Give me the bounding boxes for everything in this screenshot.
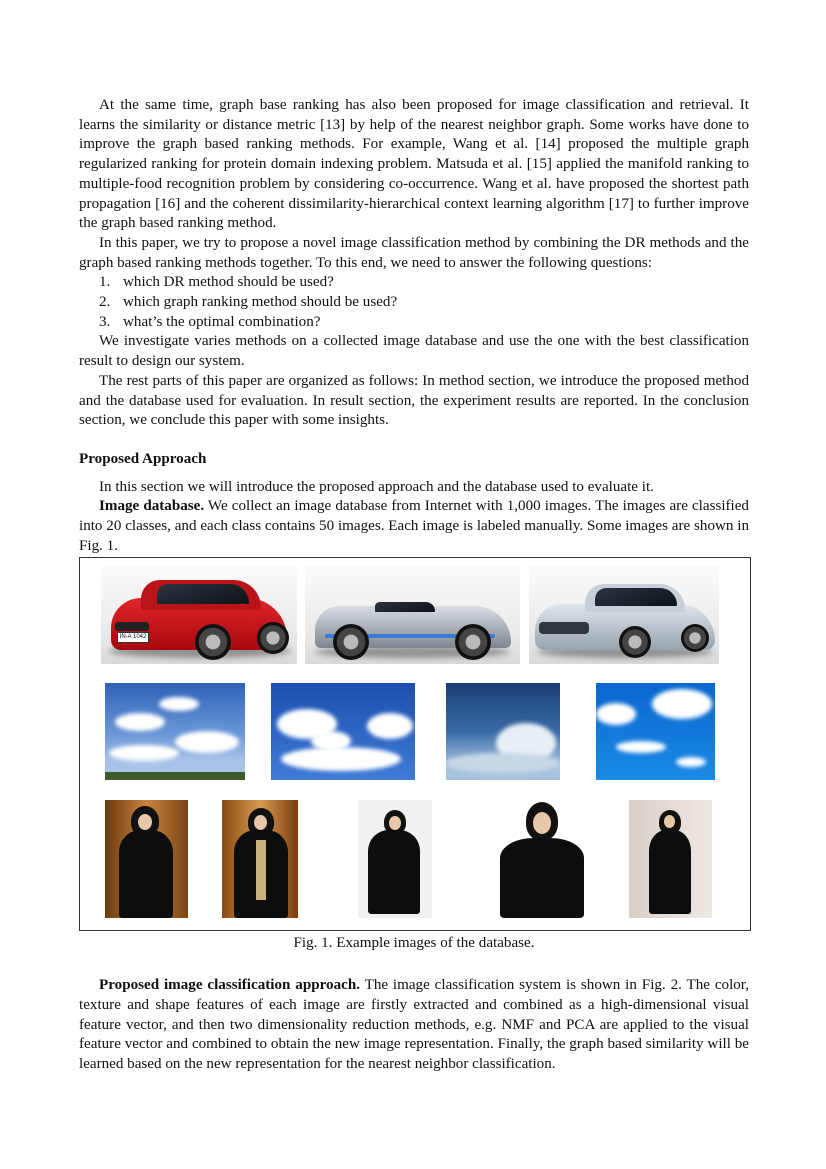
question-text: which DR method should be used? [123,274,334,291]
abaya-photo-2 [222,800,298,918]
abaya-photo-4 [496,800,588,918]
image-database-text: We collect an image database from Internet with 1,000 images. The images are classified into 20 classes, and each class contains 50 images. Each image is labeled manually. Some images are shown in Fig. 1. [79,498,749,554]
image-database-paragraph [79,497,749,556]
abaya-photo-5 [629,800,712,918]
investigate-paragraph: We investigate varies methods on a collected image database and use the one with the best classification result to design our system. [79,333,749,370]
sky-clouds-photo-3 [446,683,560,780]
figure-caption: Fig. 1. Example images of the database. [293,935,535,952]
license-plate: IN-A 1042 [117,632,149,643]
section-heading: Proposed Approach [79,450,207,467]
question-text: which graph ranking method should be used? [123,294,398,311]
image-database-lead: Image database. [99,498,205,515]
approach-text: The image classification system is shown in Fig. 2. The color, texture and shape features of each image are firstly extracted and combined as a high-dimensional visual feature vector, and then two dimensionality reduction methods, e.g. NMF and PCA are applied to the visual feature vector and combined to obtain the new image representation. Finally, the graph based similarity will be learned based on the new representation for the nearest neighbor classification. [79,977,749,1072]
red-hatchback-photo [101,566,297,664]
question-item-1 [79,273,749,293]
intro-paragraph-2: In this paper, we try to propose a novel image classification method by combining the DR methods and the graph based ranking methods together. To this end, we need to answer the following questions: [79,234,749,271]
section-intro-paragraph: In this section we will introduce the proposed approach and the database used to evaluate it. [99,478,654,495]
example-images-figure [79,557,751,931]
sky-clouds-photo-1 [105,683,245,780]
organization-paragraph: The rest parts of this paper are organized as follows: In method section, we introduce the proposed method and the database used for evaluation. In result section, the experiment results are reported. In the conclusion section, we conclude this paper with some insights. [79,372,749,429]
sky-clouds-photo-2 [271,683,415,780]
question-item-2 [79,293,749,313]
question-number: 2. [99,294,111,311]
silver-sedan-photo [529,566,719,664]
approach-paragraph [79,976,749,1075]
question-number: 1. [99,274,111,291]
approach-lead: Proposed image classification approach. [99,977,360,994]
intro-paragraph-1: At the same time, graph base ranking has also been proposed for image classification and retrieval. It learns the similarity or distance metric [13] by help of the nearest neighbor graph. Some works have done to improve the graph based ranking methods. For example, Wang et al. [14] proposed the multiple graph regularized ranking for protein domain indexing problem. Matsuda et al. [15] applied the manifold ranking to multiple-food recognition problem by considering co-occurrence. Wang et al. have proposed the shortest path propagation [16] and the coherent dissimilarity-hierarchical context learning algorithm [17] to further improve the graph based ranking method. [79,97,749,232]
silver-sports-car-photo [305,566,520,664]
abaya-photo-1 [105,800,188,918]
abaya-photo-3 [358,800,432,918]
paper-page [79,96,749,1075]
question-text: what’s the optimal combination? [123,313,321,330]
question-number: 3. [99,313,111,330]
sky-clouds-photo-4 [596,683,715,780]
question-item-3 [79,313,749,333]
